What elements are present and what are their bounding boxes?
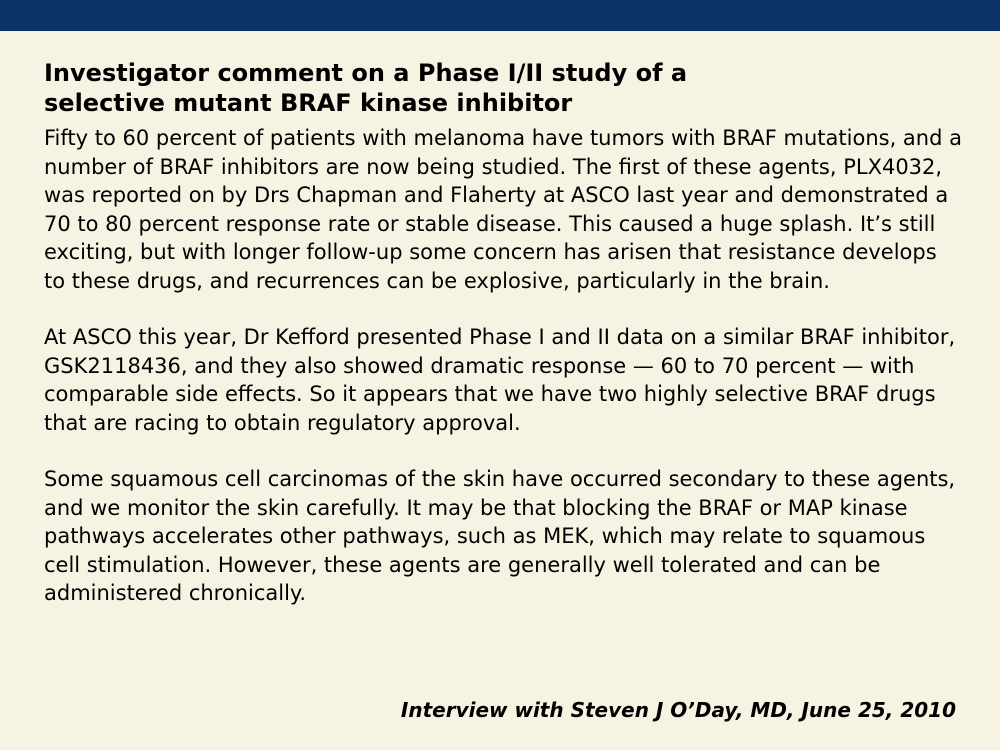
paragraph-3: Some squamous cell carcinomas of the skin have occurred secondary to these agents, and we monitor the skin carefully. It may be that blocking the BRAF or MAP kinase pathways accelerates other pathways, such as MEK, which may relate to squamous cell stimulation. However, these agents are generally well tolerated and can be administered chronically.: [44, 467, 956, 605]
paragraph-2: At ASCO this year, Dr Kefford presented Phase I and II data on a similar BRAF inhibitor, GSK2118436, and they also showed dramatic response — 60 to 70 percent — with comparable side effects. So it appears that we have two highly selective BRAF drugs that are racing to obtain regulatory approval.: [44, 325, 956, 435]
slide-title: [44, 58, 964, 118]
interview-attribution: Interview with Steven J O’Day, MD, June 25, 2010: [400, 698, 956, 722]
slide-title-line-2: selective mutant BRAF kinase inhibitor: [44, 89, 573, 117]
header-bar: [0, 0, 1000, 31]
slide-title-line-1: Investigator comment on a Phase I/II study of a: [44, 59, 688, 87]
slide-content: [44, 58, 964, 636]
paragraph-1: Fifty to 60 percent of patients with melanoma have tumors with BRAF mutations, and a number of BRAF inhibitors are now being studied. The first of these agents, PLX4032, was reported on by Drs Chapman and Flaherty at ASCO last year and demonstrated a 70 to 80 percent response rate or stable disease. This caused a huge splash. It’s still exciting, but with longer follow-up some concern has arisen that resistance develops to these drugs, and recurrences can be explosive, particularly in the brain.: [44, 126, 962, 293]
